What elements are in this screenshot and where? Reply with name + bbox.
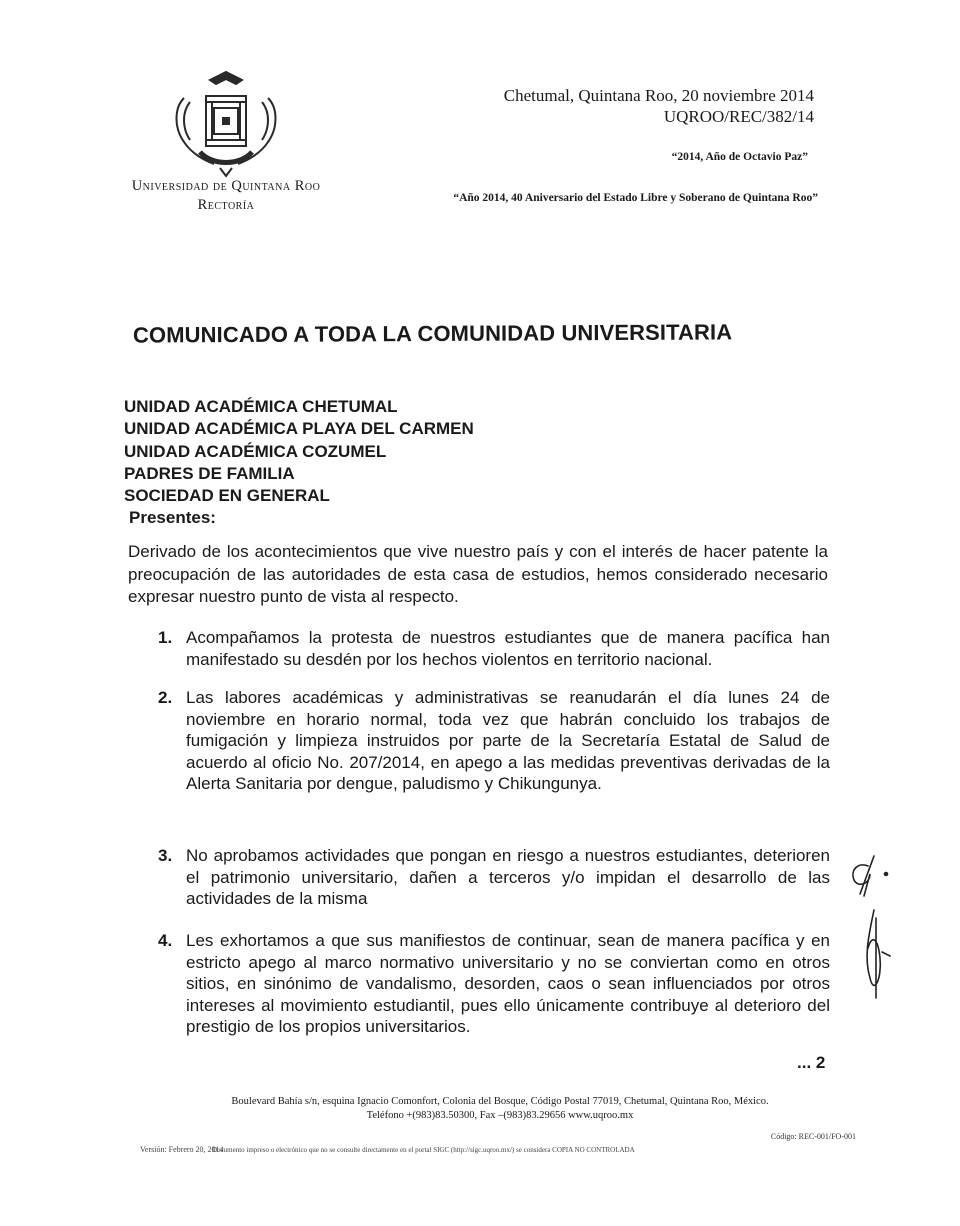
motto-anniversary: “Año 2014, 40 Aniversario del Estado Libre y Soberano de Quintana Roo”	[453, 192, 818, 204]
reference-number: UQROO/REC/382/14	[663, 107, 814, 126]
item-text: Les exhortamos a que sus manifiestos de continuar, sean de manera pacífica y en estricto apego al marco normativo universitario y no se conviertan como en otros sitios, en sinónimo de vandalismo, desorden, caos o sean influenciados por otros intereses al movimiento estudiantil, pues ello únicamente contribuye al deterioro del prestigio de los propios universitarios.	[186, 931, 830, 1037]
footer-address: Boulevard Bahía s/n, esquina Ignacio Comonfort, Colonia del Bosque, Código Postal 77019, Chetumal, Quintana Roo, México.	[231, 1096, 769, 1107]
item-number: 3.	[158, 846, 173, 865]
item-text: No aprobamos actividades que pongan en riesgo a nuestros estudiantes, deterioren el patrimonio universitario, dañen a terceros y/o impidan el desarrollo de las actividades de la misma	[186, 846, 830, 909]
document-version: Versión: Febrero 20, 2014	[140, 1145, 224, 1154]
page-continuation: ... 2	[797, 1053, 826, 1072]
recipient-list	[124, 396, 474, 530]
institution-name: Universidad de Quintana Roo	[131, 178, 321, 194]
recipient-playa-del-carmen: UNIDAD ACADÉMICA PLAYA DEL CARMEN	[124, 419, 474, 439]
office-name: Rectoría	[197, 197, 255, 213]
motto-octavio-paz: “2014, Año de Octavio Paz”	[671, 151, 808, 163]
item-number: 4.	[158, 931, 173, 950]
list-item	[158, 930, 830, 1038]
item-number: 1.	[158, 628, 173, 647]
recipient-cozumel: UNIDAD ACADÉMICA COZUMEL	[124, 441, 387, 461]
salutation: Presentes:	[129, 508, 216, 528]
recipient-chetumal: UNIDAD ACADÉMICA CHETUMAL	[124, 397, 398, 416]
copy-disclaimer: Documento impreso o electrónico que no se consulte directamente en el portal SIGC (http://sigc.uqroo.mx/) se considera COPIA NO CONTROLADA	[212, 1146, 635, 1154]
footer-contact: Teléfono +(983)83.50300, Fax –(983)83.29656 www.uqroo.mx	[366, 1110, 634, 1121]
place-date: Chetumal, Quintana Roo, 20 noviembre 2014	[503, 86, 814, 105]
recipient-society: SOCIEDAD EN GENERAL	[124, 486, 330, 506]
item-text: Las labores académicas y administrativas se reanudarán el día lunes 24 de noviembre en horario normal, toda vez que habrán concluido los trabajos de fumigación y limpieza instruidos por parte de la Secretaría Estatal de Salud de acuerdo al oficio No. 207/2014, en apego a las medidas preventivas derivadas de la Alerta Sanitaria por dengue, paludismo y Chikungunya.	[186, 688, 830, 794]
list-item	[158, 687, 830, 795]
recipient-parents: PADRES DE FAMILIA	[124, 463, 295, 483]
item-text: Acompañamos la protesta de nuestros estudiantes que de manera pacífica han manifestado su desdén por los hechos violentos en territorio nacional.	[186, 628, 830, 669]
intro-paragraph: Derivado de los acontecimientos que vive nuestro país y con el interés de hacer patente la preocupación de las autoridades de esta casa de estudios, hemos considerado necesario expresar nuestro punto de vista al respecto.	[128, 542, 828, 606]
handwritten-signature-mark	[838, 848, 898, 1028]
list-item	[158, 845, 830, 910]
item-number: 2.	[158, 688, 173, 707]
university-seal-logo	[170, 68, 282, 180]
document-title: COMUNICADO A TODA LA COMUNIDAD UNIVERSITARIA	[132, 319, 733, 348]
document-code: Código: REC-001/FO-001	[770, 1132, 856, 1141]
list-item	[158, 627, 830, 670]
